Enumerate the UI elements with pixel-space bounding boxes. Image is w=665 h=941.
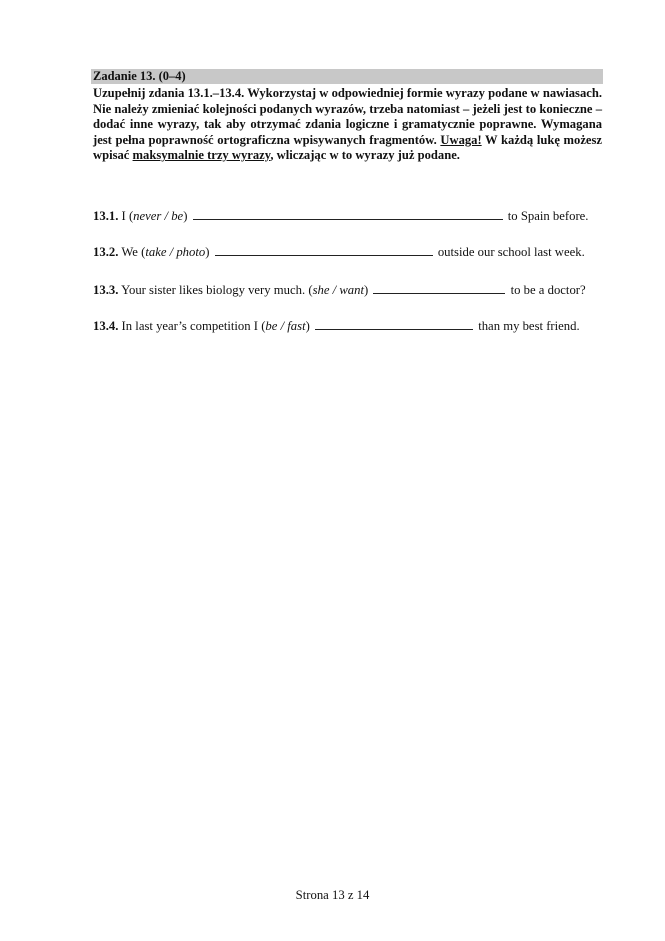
exercise-item-13-4 (93, 318, 602, 334)
item-text-after: to be a doctor? (510, 283, 586, 297)
answer-gap[interactable] (315, 318, 473, 330)
item-text-before: In last year’s competition I ( (121, 319, 266, 333)
item-hint-close: ) (305, 319, 310, 333)
item-number: 13.2. (93, 245, 119, 259)
item-hint-close: ) (183, 209, 188, 223)
item-hint: she / want (312, 283, 365, 297)
item-text-before: Your sister likes biology very much. ( (121, 283, 313, 297)
item-number: 13.4. (93, 319, 119, 333)
exercise-item-13-1 (93, 208, 602, 224)
item-hint-close: ) (205, 245, 210, 259)
warning-label: Uwaga! (440, 132, 482, 147)
instructions-text-2: W każdą lukę możesz wpisać (93, 132, 603, 163)
item-hint: take / photo (145, 245, 206, 259)
answer-gap[interactable] (373, 282, 505, 294)
item-text-after: outside our school last week. (437, 245, 585, 259)
item-text-before: We ( (121, 245, 146, 259)
max-words-emphasis: maksymalnie trzy wyrazy (132, 148, 271, 163)
answer-gap[interactable] (215, 244, 433, 256)
item-text-before: I ( (121, 209, 134, 223)
task-instructions (93, 86, 602, 164)
item-hint-close: ) (364, 283, 369, 297)
exercise-item-13-3 (93, 282, 602, 298)
item-text-after: to Spain before. (507, 209, 589, 223)
task-title: Zadanie 13. (0–4) (91, 69, 603, 84)
instructions-text-3: , wliczając w to wyrazy już podane. (270, 148, 460, 163)
item-hint: never / be (133, 209, 184, 223)
item-number: 13.1. (93, 209, 119, 223)
item-text-after: than my best friend. (478, 319, 580, 333)
page-number: Strona 13 z 14 (295, 888, 370, 902)
item-hint: be / fast (265, 319, 306, 333)
answer-gap[interactable] (193, 208, 503, 220)
instructions-text: Uzupełnij zdania 13.1.–13.4. Wykorzystaj w odpowiedniej formie wyrazy podane w nawiasach. Nie należy zmieniać kolejności podanych wyrazów, trzeba natomiast – jeżeli jest to konieczne – dodać inne wyrazy, tak aby otrzymać zdania logiczne i gramatycznie poprawne. Wymagana jest pełna poprawność ortograficzna wpisywanych fragmentów. (93, 86, 602, 147)
exercise-item-13-2 (93, 244, 602, 260)
item-number: 13.3. (93, 283, 119, 297)
